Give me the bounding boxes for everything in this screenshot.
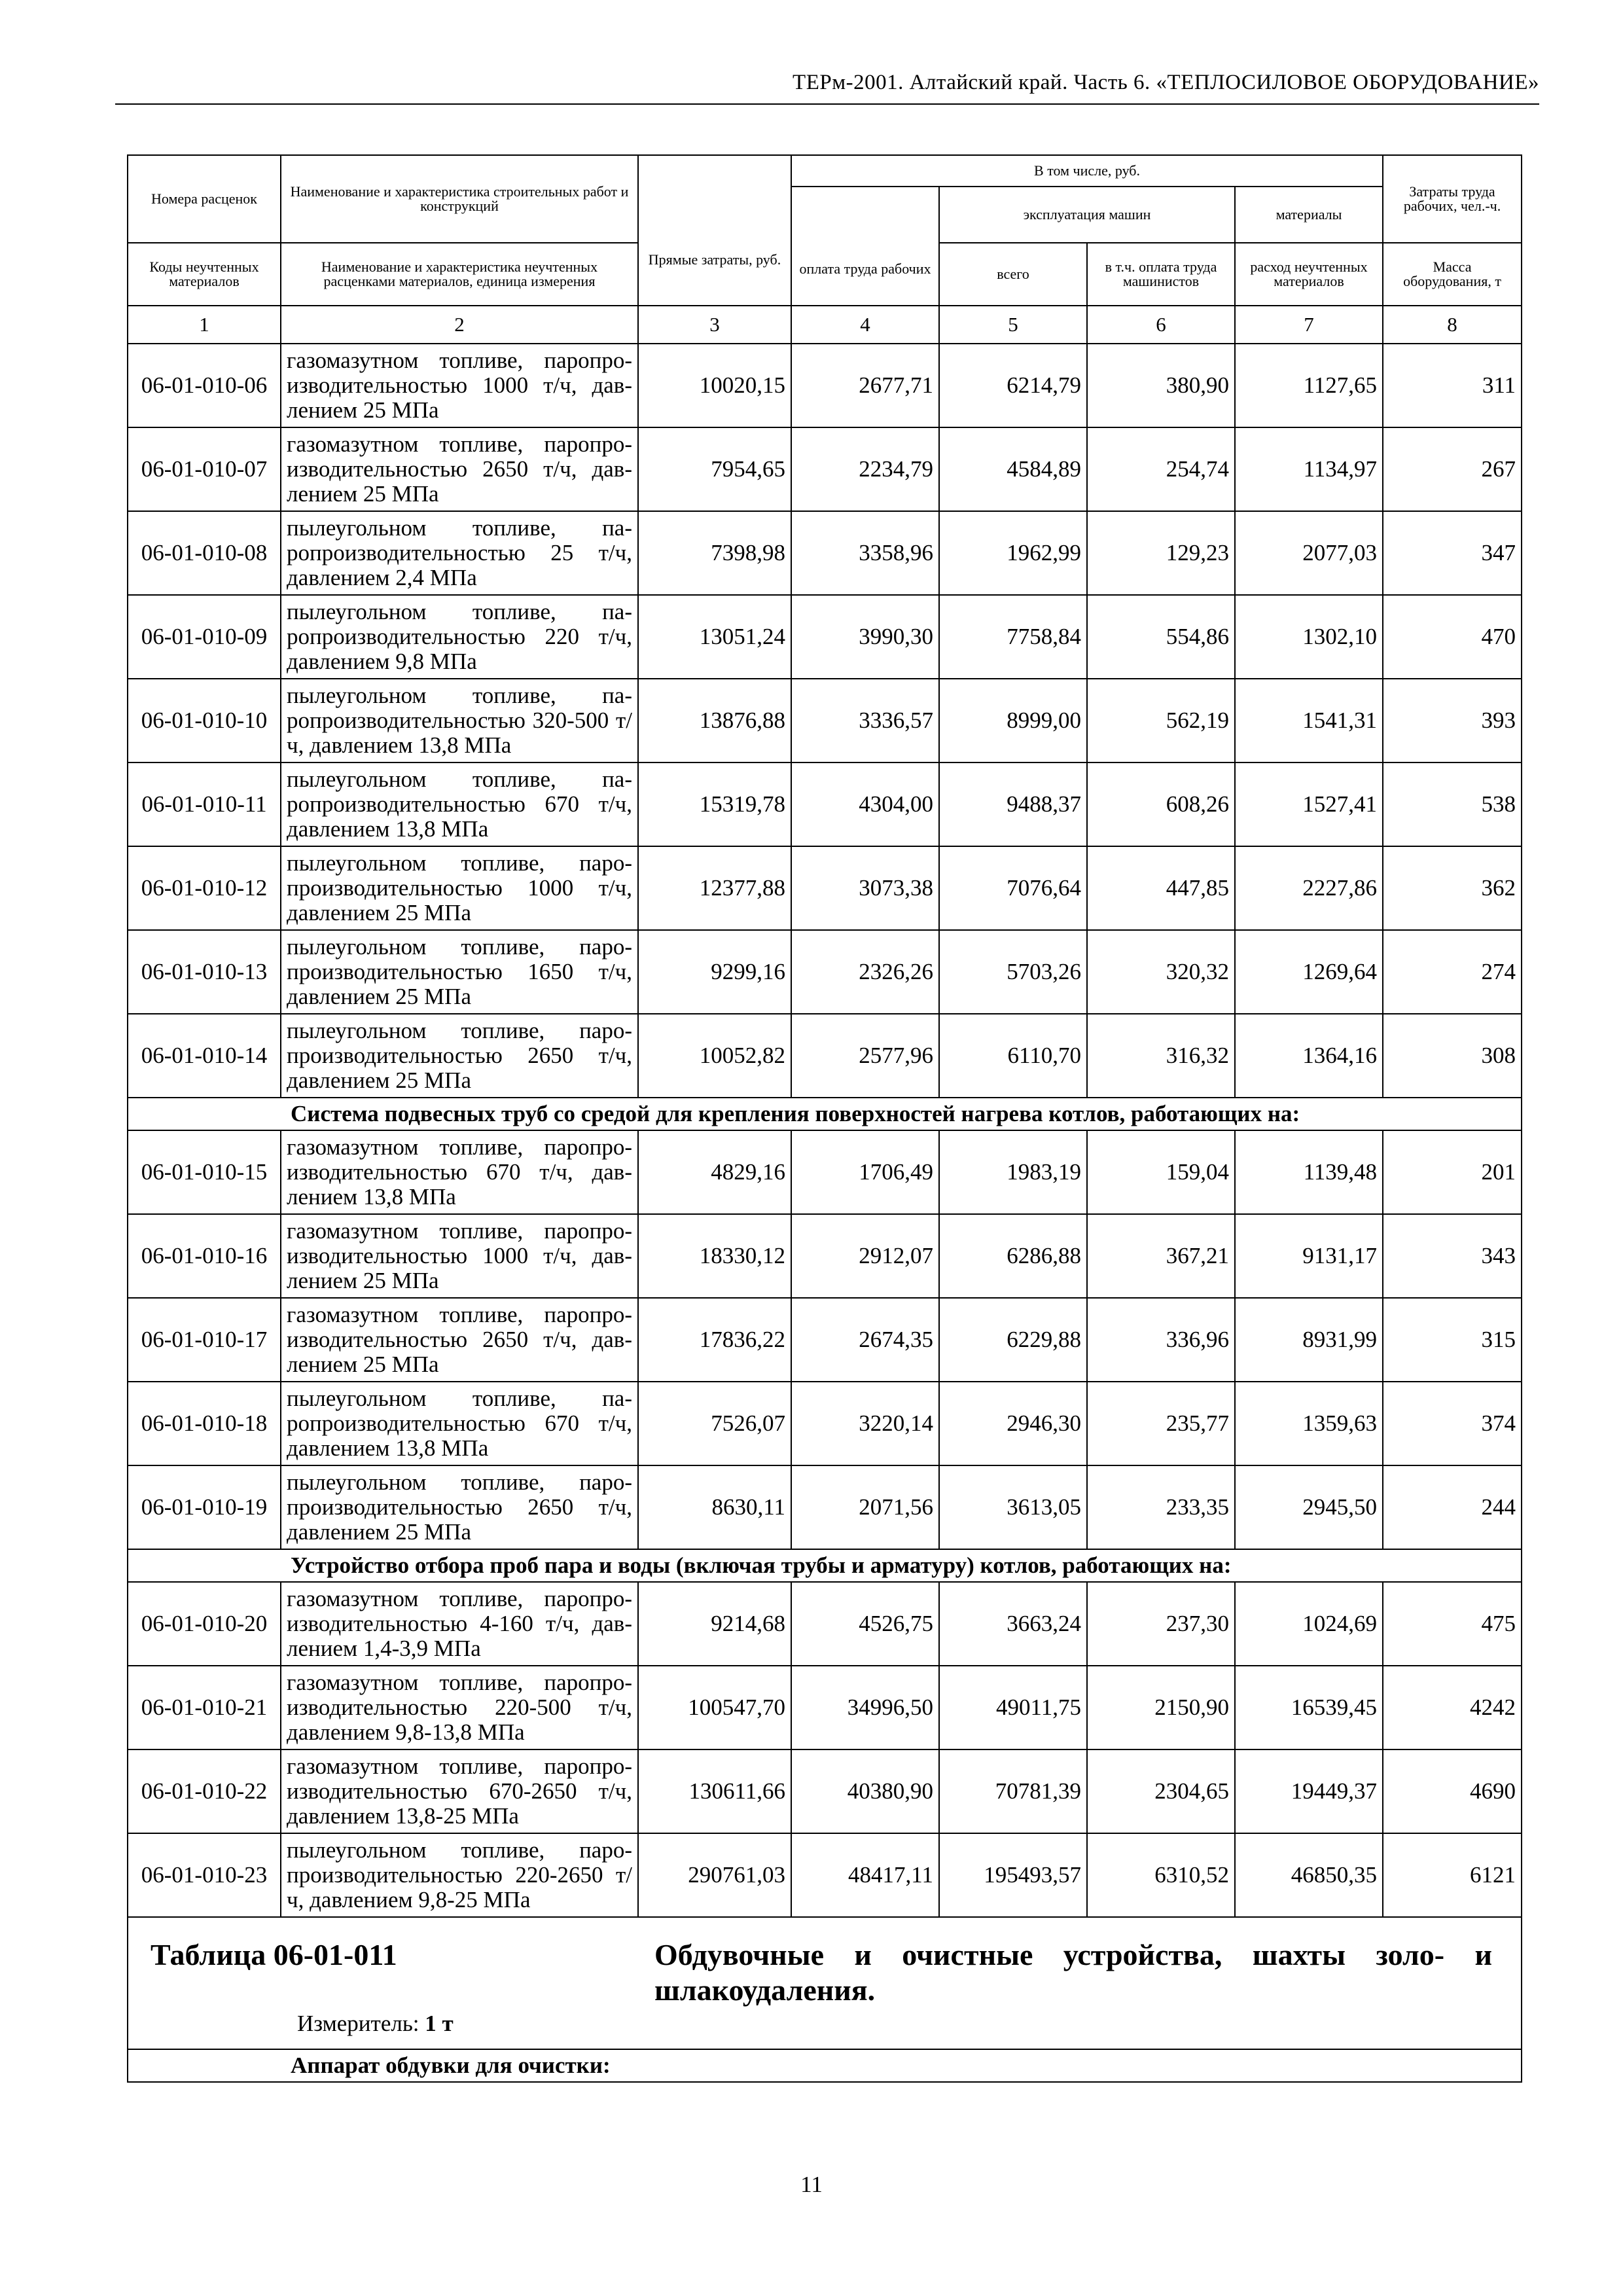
table-row xyxy=(128,1130,1522,1214)
section-row xyxy=(128,2049,1522,2082)
work-description: газомазутном топливе, паропро-изводительностью 220-500 т/ч, давлением 9,8-13,8 МПа xyxy=(281,1666,638,1749)
labor-hours: 308 xyxy=(1383,1014,1522,1098)
machines-cost: 1962,99 xyxy=(939,511,1087,595)
table-row xyxy=(128,1214,1522,1298)
direct-cost: 13876,88 xyxy=(638,679,791,762)
machines-cost: 6214,79 xyxy=(939,344,1087,427)
machines-cost: 4584,89 xyxy=(939,427,1087,511)
work-description: пылеугольном топливе, па-ропроизводительностью 25 т/ч, давлением 2,4 МПа xyxy=(281,511,638,595)
header-workers-top: Затраты труда рабочих, чел.-ч. xyxy=(1383,155,1522,243)
rate-code: 06-01-010-13 xyxy=(128,930,281,1014)
header-code-bottom: Коды неучтенных материалов xyxy=(128,243,281,306)
direct-cost: 7398,98 xyxy=(638,511,791,595)
machinists-cost: 159,04 xyxy=(1087,1130,1235,1214)
column-numbers-row xyxy=(128,306,1522,344)
labor-hours: 470 xyxy=(1383,595,1522,679)
direct-cost: 8630,11 xyxy=(638,1465,791,1549)
machines-cost: 8999,00 xyxy=(939,679,1087,762)
header-direct: Прямые затраты, руб. xyxy=(648,251,781,268)
work-description: газомазутном топливе, паропро-изводительностью 1000 т/ч, дав-лением 25 МПа xyxy=(281,1214,638,1298)
materials-cost: 2077,03 xyxy=(1235,511,1383,595)
machinists-cost: 233,35 xyxy=(1087,1465,1235,1549)
table-row xyxy=(128,1014,1522,1098)
direct-cost: 130611,66 xyxy=(638,1749,791,1833)
materials-cost: 1269,64 xyxy=(1235,930,1383,1014)
section-c-group xyxy=(128,1549,1522,1582)
section-row xyxy=(128,1549,1522,1582)
labor-cost: 2577,96 xyxy=(791,1014,939,1098)
header-materials-bottom: расход неучтенных материалов xyxy=(1235,243,1383,306)
labor-cost: 4304,00 xyxy=(791,762,939,846)
measure-value: 1 т xyxy=(425,2011,454,2036)
labor-cost: 40380,90 xyxy=(791,1749,939,1833)
work-description: газомазутном топливе, паропро-изводительностью 1000 т/ч, дав-лением 25 МПа xyxy=(281,344,638,427)
work-description: пылеугольном топливе, паро-производительностью 2650 т/ч, давлением 25 МПа xyxy=(281,1465,638,1549)
labor-cost: 2071,56 xyxy=(791,1465,939,1549)
rates-table xyxy=(127,154,1522,2083)
labor-hours: 4242 xyxy=(1383,1666,1522,1749)
header-direct-cell xyxy=(638,155,791,306)
machinists-cost: 129,23 xyxy=(1087,511,1235,595)
labor-cost: 2326,26 xyxy=(791,930,939,1014)
page-header xyxy=(115,71,1539,105)
machinists-cost: 447,85 xyxy=(1087,846,1235,930)
rate-code: 06-01-010-06 xyxy=(128,344,281,427)
direct-cost: 4829,16 xyxy=(638,1130,791,1214)
section-title: Устройство отбора проб пара и воды (включая трубы и арматуру) котлов, работающих на: xyxy=(128,1549,1522,1582)
next-table-header xyxy=(128,1917,1522,2049)
materials-cost: 9131,17 xyxy=(1235,1214,1383,1298)
col-number: 2 xyxy=(281,306,638,344)
header-labor: оплата труда рабочих xyxy=(799,260,931,277)
next-table-title: Таблица 06-01-011 xyxy=(151,1938,397,1971)
header-workers-bottom: Масса оборудования, т xyxy=(1383,243,1522,306)
table-row xyxy=(128,595,1522,679)
header-labor-cell xyxy=(791,187,939,306)
rate-code: 06-01-010-17 xyxy=(128,1298,281,1382)
labor-cost: 1706,49 xyxy=(791,1130,939,1214)
direct-cost: 7526,07 xyxy=(638,1382,791,1465)
machinists-cost: 254,74 xyxy=(1087,427,1235,511)
labor-cost: 2234,79 xyxy=(791,427,939,511)
measure-label: Измеритель: xyxy=(297,2011,419,2036)
table-row xyxy=(128,511,1522,595)
machines-cost: 9488,37 xyxy=(939,762,1087,846)
machines-cost: 6229,88 xyxy=(939,1298,1087,1382)
labor-cost: 34996,50 xyxy=(791,1666,939,1749)
page-number: 11 xyxy=(800,2172,823,2197)
machines-cost: 49011,75 xyxy=(939,1666,1087,1749)
col-number: 7 xyxy=(1235,306,1383,344)
header-total: всего xyxy=(939,243,1087,306)
section-row xyxy=(128,1098,1522,1130)
labor-hours: 274 xyxy=(1383,930,1522,1014)
labor-hours: 475 xyxy=(1383,1582,1522,1666)
direct-cost: 100547,70 xyxy=(638,1666,791,1749)
work-description: пылеугольном топливе, паро-производительностью 220-2650 т/ч, давлением 9,8-25 МПа xyxy=(281,1833,638,1917)
rate-code: 06-01-010-18 xyxy=(128,1382,281,1465)
rate-code: 06-01-010-22 xyxy=(128,1749,281,1833)
materials-cost: 1541,31 xyxy=(1235,679,1383,762)
materials-cost: 8931,99 xyxy=(1235,1298,1383,1382)
direct-cost: 10020,15 xyxy=(638,344,791,427)
section-b-group xyxy=(128,1098,1522,1130)
machines-cost: 7076,64 xyxy=(939,846,1087,930)
rate-code: 06-01-010-09 xyxy=(128,595,281,679)
col-number: 8 xyxy=(1383,306,1522,344)
labor-hours: 343 xyxy=(1383,1214,1522,1298)
table-row xyxy=(128,427,1522,511)
machines-cost: 195493,57 xyxy=(939,1833,1087,1917)
direct-cost: 10052,82 xyxy=(638,1014,791,1098)
col-number: 3 xyxy=(638,306,791,344)
machinists-cost: 554,86 xyxy=(1087,595,1235,679)
section-title: Аппарат обдувки для очистки: xyxy=(128,2049,1522,2082)
machines-cost: 70781,39 xyxy=(939,1749,1087,1833)
header-name-bottom: Наименование и характеристика неучтенных расценками материалов, единица измерения xyxy=(281,243,638,306)
next-table-measure xyxy=(297,2011,454,2037)
materials-cost: 1364,16 xyxy=(1235,1014,1383,1098)
machinists-cost: 6310,52 xyxy=(1087,1833,1235,1917)
rate-code: 06-01-010-21 xyxy=(128,1666,281,1749)
labor-hours: 538 xyxy=(1383,762,1522,846)
machines-cost: 7758,84 xyxy=(939,595,1087,679)
labor-cost: 48417,11 xyxy=(791,1833,939,1917)
direct-cost: 9299,16 xyxy=(638,930,791,1014)
machines-cost: 1983,19 xyxy=(939,1130,1087,1214)
machines-cost: 2946,30 xyxy=(939,1382,1087,1465)
next-table-group xyxy=(128,1917,1522,2082)
rows-group-b xyxy=(128,1130,1522,1549)
labor-cost: 3336,57 xyxy=(791,679,939,762)
machines-cost: 3613,05 xyxy=(939,1465,1087,1549)
labor-cost: 3358,96 xyxy=(791,511,939,595)
direct-cost: 18330,12 xyxy=(638,1214,791,1298)
machinists-cost: 608,26 xyxy=(1087,762,1235,846)
materials-cost: 1527,41 xyxy=(1235,762,1383,846)
rate-code: 06-01-010-20 xyxy=(128,1582,281,1666)
work-description: газомазутном топливе, паропро-изводительностью 2650 т/ч, дав-лением 25 МПа xyxy=(281,1298,638,1382)
labor-hours: 393 xyxy=(1383,679,1522,762)
next-table-cell xyxy=(128,1917,1522,2049)
header-materials-top: материалы xyxy=(1235,187,1383,243)
rate-code: 06-01-010-19 xyxy=(128,1465,281,1549)
next-table-box xyxy=(134,1918,1516,2049)
rate-code: 06-01-010-12 xyxy=(128,846,281,930)
table-row xyxy=(128,1382,1522,1465)
labor-cost: 4526,75 xyxy=(791,1582,939,1666)
materials-cost: 46850,35 xyxy=(1235,1833,1383,1917)
rows-group-c xyxy=(128,1582,1522,1917)
labor-cost: 3073,38 xyxy=(791,846,939,930)
machinists-cost: 562,19 xyxy=(1087,679,1235,762)
col-number: 5 xyxy=(939,306,1087,344)
labor-cost: 2674,35 xyxy=(791,1298,939,1382)
machinists-cost: 237,30 xyxy=(1087,1582,1235,1666)
header-machines: эксплуатация машин xyxy=(939,187,1235,243)
materials-cost: 1134,97 xyxy=(1235,427,1383,511)
machines-cost: 3663,24 xyxy=(939,1582,1087,1666)
direct-cost: 15319,78 xyxy=(638,762,791,846)
machinists-cost: 235,77 xyxy=(1087,1382,1235,1465)
machinists-cost: 2304,65 xyxy=(1087,1749,1235,1833)
materials-cost: 1302,10 xyxy=(1235,595,1383,679)
table-row xyxy=(128,846,1522,930)
rate-code: 06-01-010-14 xyxy=(128,1014,281,1098)
header-machinists: в т.ч. оплата труда машинистов xyxy=(1087,243,1235,306)
table-row xyxy=(128,679,1522,762)
table-row xyxy=(128,1666,1522,1749)
labor-hours: 347 xyxy=(1383,511,1522,595)
direct-cost: 9214,68 xyxy=(638,1582,791,1666)
work-description: пылеугольном топливе, па-ропроизводительностью 320-500 т/ч, давлением 13,8 МПа xyxy=(281,679,638,762)
rate-code: 06-01-010-16 xyxy=(128,1214,281,1298)
machinists-cost: 2150,90 xyxy=(1087,1666,1235,1749)
machinists-cost: 380,90 xyxy=(1087,344,1235,427)
materials-cost: 2227,86 xyxy=(1235,846,1383,930)
work-description: газомазутном топливе, паропро-изводительностью 670-2650 т/ч, давлением 13,8-25 МПа xyxy=(281,1749,638,1833)
labor-cost: 3220,14 xyxy=(791,1382,939,1465)
rate-code: 06-01-010-15 xyxy=(128,1130,281,1214)
machinists-cost: 336,96 xyxy=(1087,1298,1235,1382)
direct-cost: 12377,88 xyxy=(638,846,791,930)
labor-hours: 374 xyxy=(1383,1382,1522,1465)
table-row xyxy=(128,762,1522,846)
labor-hours: 201 xyxy=(1383,1130,1522,1214)
header-row-1 xyxy=(128,155,1522,187)
col-number: 4 xyxy=(791,306,939,344)
header-incl: В том числе, руб. xyxy=(791,155,1383,187)
labor-hours: 362 xyxy=(1383,846,1522,930)
materials-cost: 1359,63 xyxy=(1235,1382,1383,1465)
work-description: пылеугольном топливе, па-ропроизводительностью 220 т/ч, давлением 9,8 МПа xyxy=(281,595,638,679)
machinists-cost: 316,32 xyxy=(1087,1014,1235,1098)
direct-cost: 7954,65 xyxy=(638,427,791,511)
materials-cost: 1024,69 xyxy=(1235,1582,1383,1666)
direct-cost: 17836,22 xyxy=(638,1298,791,1382)
labor-hours: 311 xyxy=(1383,344,1522,427)
machinists-cost: 320,32 xyxy=(1087,930,1235,1014)
materials-cost: 1127,65 xyxy=(1235,344,1383,427)
labor-hours: 244 xyxy=(1383,1465,1522,1549)
work-description: пылеугольном топливе, па-ропроизводительностью 670 т/ч, давлением 13,8 МПа xyxy=(281,1382,638,1465)
labor-hours: 315 xyxy=(1383,1298,1522,1382)
table-row xyxy=(128,1298,1522,1382)
table-row xyxy=(128,930,1522,1014)
table-row xyxy=(128,1582,1522,1666)
machines-cost: 6286,88 xyxy=(939,1214,1087,1298)
table-row xyxy=(128,1749,1522,1833)
labor-cost: 3990,30 xyxy=(791,595,939,679)
header-code-top: Номера расценок xyxy=(128,155,281,243)
materials-cost: 19449,37 xyxy=(1235,1749,1383,1833)
materials-cost: 1139,48 xyxy=(1235,1130,1383,1214)
labor-cost: 2912,07 xyxy=(791,1214,939,1298)
materials-cost: 2945,50 xyxy=(1235,1465,1383,1549)
section-title: Система подвесных труб со средой для крепления поверхностей нагрева котлов, работающих на: xyxy=(128,1098,1522,1130)
work-description: пылеугольном топливе, паро-производительностью 1000 т/ч, давлением 25 МПа xyxy=(281,846,638,930)
table-row xyxy=(128,1833,1522,1917)
work-description: пылеугольном топливе, па-ропроизводительностью 670 т/ч, давлением 13,8 МПа xyxy=(281,762,638,846)
work-description: газомазутном топливе, паропро-изводительностью 670 т/ч, дав-лением 13,8 МПа xyxy=(281,1130,638,1214)
work-description: газомазутном топливе, паропро-изводительностью 2650 т/ч, дав-лением 25 МПа xyxy=(281,427,638,511)
labor-hours: 267 xyxy=(1383,427,1522,511)
machines-cost: 5703,26 xyxy=(939,930,1087,1014)
work-description: пылеугольном топливе, паро-производительностью 2650 т/ч, давлением 25 МПа xyxy=(281,1014,638,1098)
rate-code: 06-01-010-10 xyxy=(128,679,281,762)
work-description: газомазутном топливе, паропро-изводительностью 4-160 т/ч, дав-лением 1,4-3,9 МПа xyxy=(281,1582,638,1666)
col-number: 6 xyxy=(1087,306,1235,344)
work-description: пылеугольном топливе, паро-производительностью 1650 т/ч, давлением 25 МПа xyxy=(281,930,638,1014)
header-title: ТЕРм-2001. Алтайский край. Часть 6. «ТЕПЛОСИЛОВОЕ ОБОРУДОВАНИЕ» xyxy=(793,71,1539,94)
labor-hours: 6121 xyxy=(1383,1833,1522,1917)
labor-hours: 4690 xyxy=(1383,1749,1522,1833)
rate-code: 06-01-010-23 xyxy=(128,1833,281,1917)
materials-cost: 16539,45 xyxy=(1235,1666,1383,1749)
rate-code: 06-01-010-11 xyxy=(128,762,281,846)
header-name-top: Наименование и характеристика строительных работ и конструкций xyxy=(281,155,638,243)
rows-group-a xyxy=(128,344,1522,1098)
machinists-cost: 367,21 xyxy=(1087,1214,1235,1298)
col-number: 1 xyxy=(128,306,281,344)
table-row xyxy=(128,344,1522,427)
rate-code: 06-01-010-07 xyxy=(128,427,281,511)
labor-cost: 2677,71 xyxy=(791,344,939,427)
machines-cost: 6110,70 xyxy=(939,1014,1087,1098)
next-table-caption: Обдувочные и очистные устройства, шахты золо- и шлакоудаления. xyxy=(654,1938,1492,2007)
rate-code: 06-01-010-08 xyxy=(128,511,281,595)
table-row xyxy=(128,1465,1522,1549)
direct-cost: 13051,24 xyxy=(638,595,791,679)
direct-cost: 290761,03 xyxy=(638,1833,791,1917)
